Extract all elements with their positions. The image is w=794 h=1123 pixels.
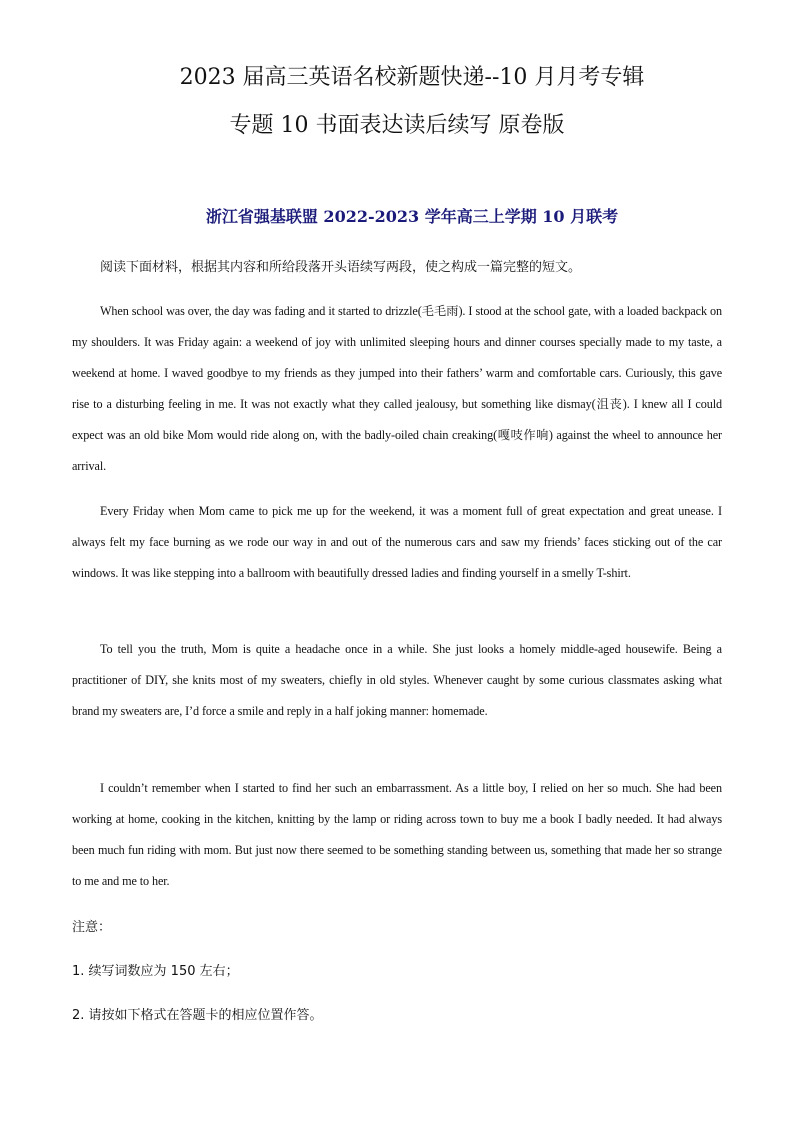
passage-paragraph-2: Every Friday when Mom came to pick me up for the weekend, it was a moment full of great expectation and great unease. I always felt my face burning as we rode our way in and out of the numerous cars and saw my friends’ faces sticking out of the car windows. It was like stepping into a ballroom with beautifully dressed ladies and finding yourself in a smelly T-shirt. <box>72 504 722 580</box>
document-title: 2023 届高三英语名校新题快递--10 月月考专辑 <box>179 65 645 90</box>
passage-paragraph-1: When school was over, the day was fading and it started to drizzle(毛毛雨). I stood at the school gate, with a loaded backpack on my shoulders. It was Friday again: a weekend of joy with unlimited sleeping hours and dinner courses specially made to my taste, a weekend at home. I waved goodbye to my friends as they jumped into their fathers’ warm and comfortable cars. Curiously, this gave rise to a disturbing feeling in me. It was not exactly what they called jealousy, but something like dismay(沮丧). I knew all I could expect was an old bike Mom would ride along on, with the badly-oiled chain creaking(嘎吱作响) against the wheel to announce her arrival. <box>72 304 722 473</box>
passage-paragraph-3: To tell you the truth, Mom is quite a headache once in a while. She just looks a homely middle-aged housewife. Being a practitioner of DIY, she knits most of my sweaters, chiefly in old styles. Whenever caught by some curious classmates asking what brand my sweaters are, I’d force a smile and reply in a half joking manner: homemade. <box>72 642 722 718</box>
notes-label: 注意： <box>72 920 112 935</box>
passage-paragraph-4: I couldn’t remember when I started to find her such an embarrassment. As a little boy, I relied on her so much. She had been working at home, cooking in the kitchen, knitting by the lamp or riding across town to buy me a book I badly needed. It had always been much fun riding with mom. But just now there seemed to be something standing between us, something that made her so strange to me and me to her. <box>72 781 722 888</box>
task-instruction: 阅读下面材料，根据其内容和所给段落开头语续写两段，使之构成一篇完整的短文。 <box>100 260 582 275</box>
note-item-1: 1. 续写词数应为 150 左右； <box>72 964 239 979</box>
exam-source-heading: 浙江省强基联盟 2022-2023 学年高三上学期 10 月联考 <box>205 207 619 226</box>
document-subtitle: 专题 10 书面表达读后续写 原卷版 <box>229 113 565 138</box>
note-item-2: 2. 请按如下格式在答题卡的相应位置作答。 <box>72 1008 323 1023</box>
